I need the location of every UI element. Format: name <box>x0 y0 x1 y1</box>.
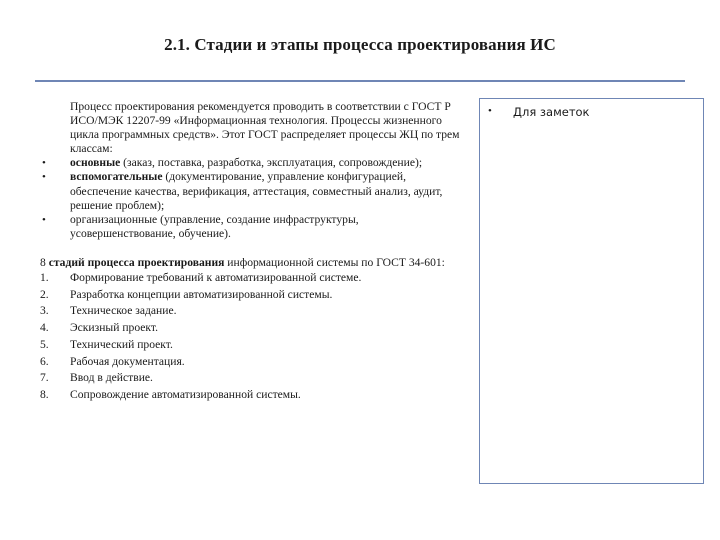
stage-number: 5. <box>40 337 49 351</box>
title-divider <box>35 80 685 82</box>
stages-list <box>40 270 465 404</box>
list-item <box>40 320 465 337</box>
stage-number: 6. <box>40 354 49 368</box>
stage-text: Технический проект. <box>70 337 173 351</box>
stage-number: 7. <box>40 371 49 385</box>
stage-number: 3. <box>40 304 49 318</box>
stage-text: Сопровождение автоматизированной системы. <box>70 387 301 401</box>
stages-term: стадий процесса проектирования <box>48 255 225 269</box>
class-description: организационные (управление, создание инфраструктуры, усовершенствование, обучение). <box>70 212 359 240</box>
bullet-icon: • <box>42 171 46 184</box>
list-item <box>40 170 465 212</box>
stage-number: 8. <box>40 387 49 401</box>
page-title: 2.1. Стадии и этапы процесса проектирования ИС <box>164 35 556 54</box>
stage-number: 4. <box>40 321 49 335</box>
class-name: вспомогательные <box>70 170 163 184</box>
list-item <box>40 287 465 304</box>
notes-label: Для заметок <box>513 105 590 119</box>
list-item <box>40 354 465 371</box>
main-content <box>40 100 465 404</box>
stages-heading <box>40 256 465 270</box>
class-name: основные <box>70 156 121 170</box>
list-item <box>40 337 465 354</box>
process-classes-list <box>40 156 465 241</box>
stage-text: Ввод в действие. <box>70 371 153 385</box>
stage-text: Разработка концепции автоматизированной системы. <box>70 287 333 301</box>
stages-section <box>40 256 465 404</box>
bullet-icon: • <box>42 157 46 170</box>
stage-text: Эскизный проект. <box>70 321 158 335</box>
bullet-icon: • <box>42 213 46 226</box>
class-description: (документирование, управление конфигурацией, обеспечение качества, верификация, аттестация, совместный анализ, аудит, решение проблем); <box>70 170 443 212</box>
list-item <box>40 387 465 404</box>
intro-paragraph: Процесс проектирования рекомендуется проводить в соответствии с ГОСТ Р ИСО/МЭК 12207-99 «Информационная технология. Процессы жизненного цикла программных средств». Этот ГОСТ распределяет процессы ЖЦ по трем классам: <box>70 100 460 156</box>
stage-number: 2. <box>40 287 49 301</box>
stage-text: Техническое задание. <box>70 304 177 318</box>
stages-count: 8 <box>40 255 49 269</box>
list-item <box>40 156 465 170</box>
bullet-icon: • <box>488 105 492 117</box>
stages-standard: информационной системы по ГОСТ 34-601: <box>224 255 445 269</box>
stage-number: 1. <box>40 271 49 285</box>
stage-text: Формирование требований к автоматизированной системе. <box>70 271 362 285</box>
list-item <box>40 270 465 287</box>
notes-box[interactable] <box>479 98 704 484</box>
class-description: (заказ, поставка, разработка, эксплуатация, сопровождение); <box>120 156 423 170</box>
stage-text: Рабочая документация. <box>70 354 185 368</box>
list-item <box>40 303 465 320</box>
list-item <box>40 370 465 387</box>
list-item <box>40 213 465 241</box>
